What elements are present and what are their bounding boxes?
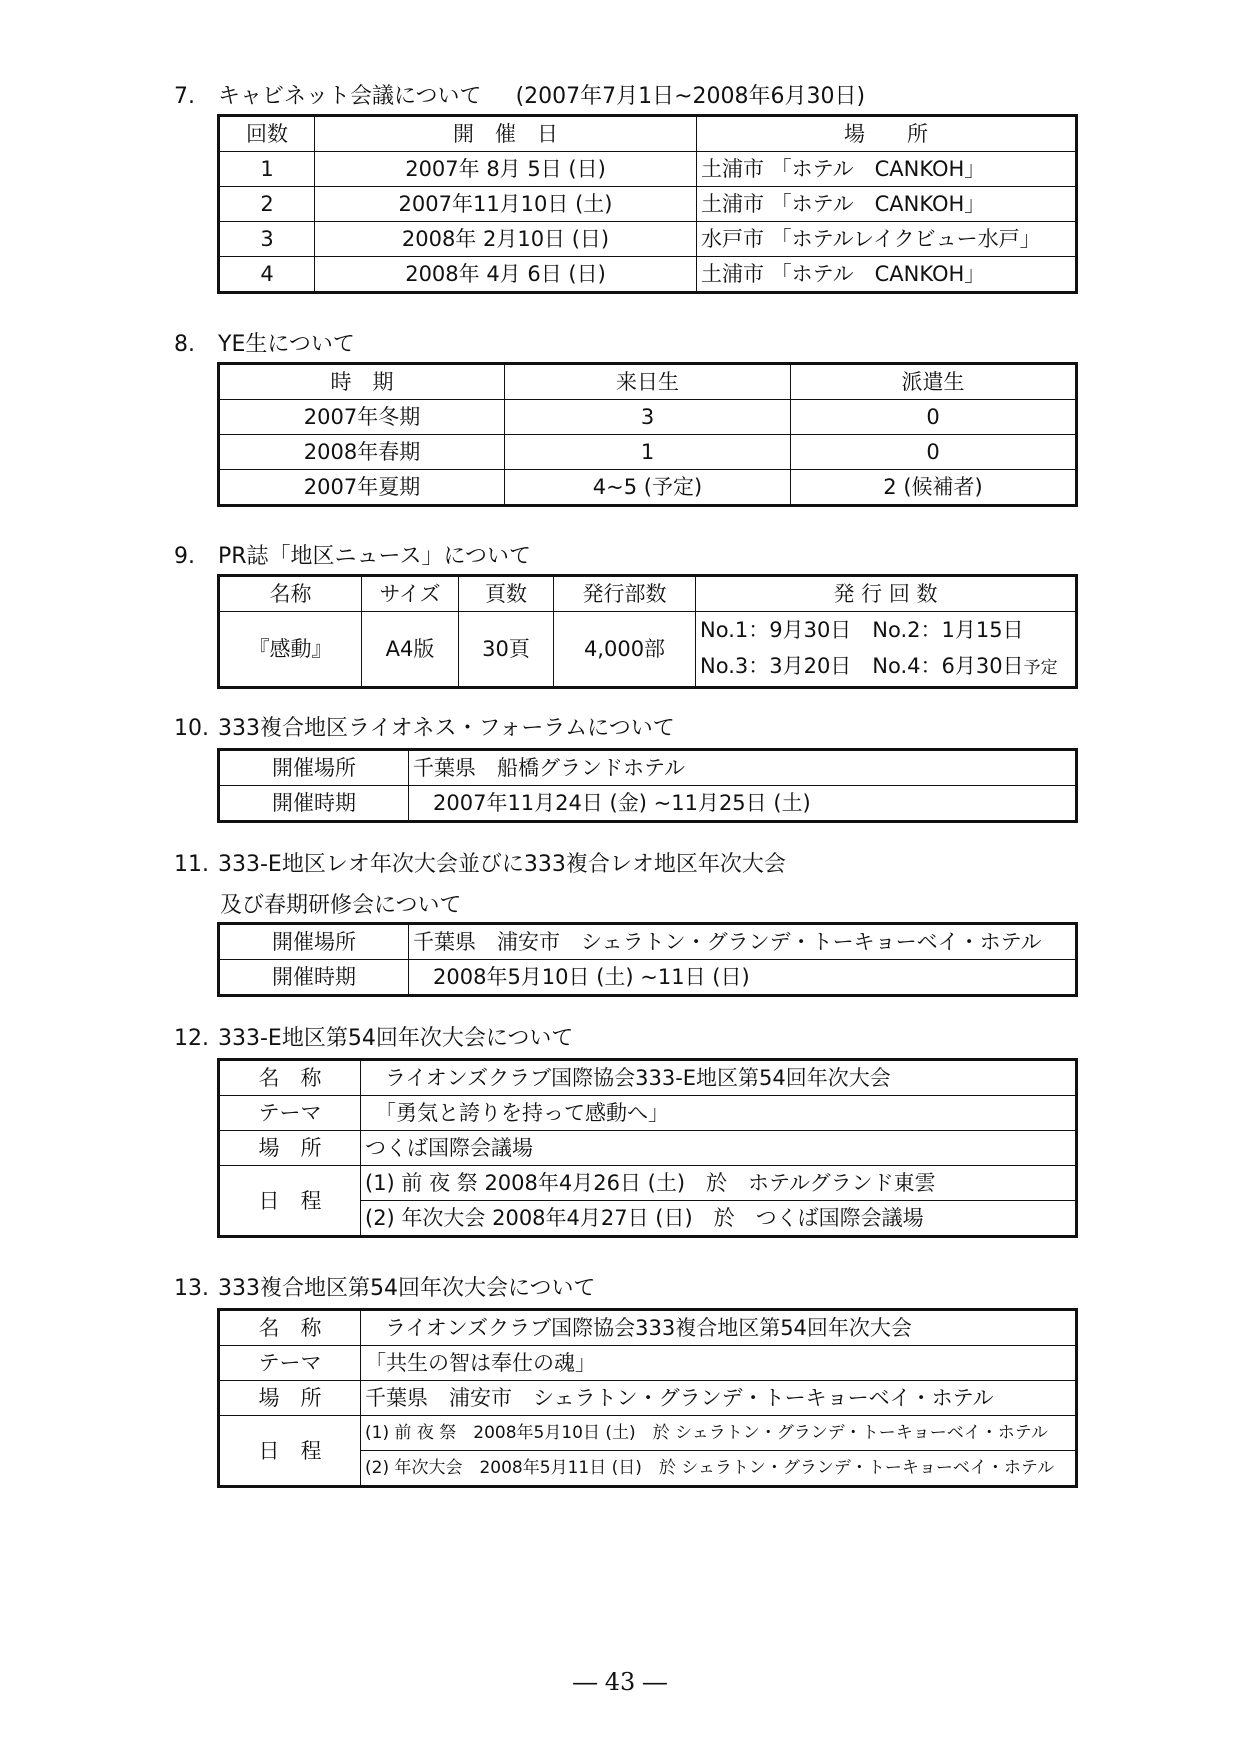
section-9-heading <box>174 542 531 572</box>
table-row <box>219 750 1077 786</box>
label-cell: 名 称 <box>219 1310 361 1346</box>
section-title: キャビネット会議について <box>218 84 482 109</box>
district-convention-table <box>217 1058 1078 1238</box>
section-title: 333-E地区第54回年次大会について <box>218 1026 574 1051</box>
section-title: 333複合地区第54回年次大会について <box>218 1276 596 1301</box>
section-number: 10. <box>174 716 209 741</box>
label-cell: テーマ <box>219 1096 361 1131</box>
table-header-row <box>219 364 1077 400</box>
table-row <box>219 1131 1077 1166</box>
table-row <box>219 222 1077 257</box>
schedule-cell: (2) 年次大会 2008年5月11日 (日) 於 シェラトン・グランデ・トーキョーベイ・ホテル <box>361 1451 1077 1487</box>
place-cell: 土浦市 「ホテル CANKOH」 <box>697 152 1077 187</box>
header-cell: 派遣生 <box>791 364 1077 400</box>
table-header-row <box>219 116 1077 152</box>
header-cell: 開 催 日 <box>315 116 697 152</box>
label-cell: テーマ <box>219 1346 361 1381</box>
place-cell: 土浦市 「ホテル CANKOH」 <box>697 257 1077 293</box>
count-cell: 2 <box>219 187 315 222</box>
header-cell: 名称 <box>219 576 362 612</box>
leo-convention-table <box>217 922 1078 997</box>
label-cell: 開催場所 <box>219 750 409 786</box>
header-cell: 来日生 <box>505 364 791 400</box>
section-11-title-continuation: 及び春期研修会について <box>220 893 462 918</box>
table-row <box>219 1346 1077 1381</box>
table-header-row <box>219 576 1077 612</box>
section-10-heading <box>174 714 675 744</box>
place-cell: 水戸市 「ホテルレイクビュー水戸」 <box>697 222 1077 257</box>
issue-dates-cell <box>696 612 1077 688</box>
section-number: 13. <box>174 1276 209 1301</box>
table-row <box>219 1310 1077 1346</box>
section-number: 11. <box>174 852 209 877</box>
page-number: ― 43 ― <box>573 1668 667 1696</box>
table-row <box>219 187 1077 222</box>
header-cell: 回数 <box>219 116 315 152</box>
period-cell: 2008年春期 <box>219 435 505 470</box>
schedule-cell: (1) 前 夜 祭 2008年5月10日 (土) 於 シェラトン・グランデ・トーキョーベイ・ホテル <box>361 1416 1077 1451</box>
table-row <box>219 257 1077 293</box>
value-cell: つくば国際会議場 <box>361 1131 1077 1166</box>
incoming-cell: 3 <box>505 400 791 435</box>
table-row <box>219 1416 1077 1451</box>
section-13-heading <box>174 1274 596 1304</box>
table-row <box>219 786 1077 822</box>
value-cell: 「勇気と誇りを持って感動へ」 <box>361 1096 1077 1131</box>
value-cell: 千葉県 浦安市 シェラトン・グランデ・トーキョーベイ・ホテル <box>409 924 1077 960</box>
incoming-cell: 1 <box>505 435 791 470</box>
copies-cell: 4,000部 <box>554 612 696 688</box>
header-cell: 場 所 <box>697 116 1077 152</box>
section-title: YE生について <box>218 332 355 357</box>
value-cell: ライオンズクラブ国際協会333-E地区第54回年次大会 <box>361 1060 1077 1096</box>
date-cell: 2007年 8月 5日 (日) <box>315 152 697 187</box>
cabinet-meetings-table <box>217 114 1078 294</box>
header-cell: 時 期 <box>219 364 505 400</box>
table-row <box>219 1060 1077 1096</box>
header-cell: 発 行 回 数 <box>696 576 1077 612</box>
issue-line <box>700 648 1071 686</box>
place-cell: 土浦市 「ホテル CANKOH」 <box>697 187 1077 222</box>
issue-planned-note: 予定 <box>1023 658 1058 678</box>
value-cell: 千葉県 船橋グランドホテル <box>409 750 1077 786</box>
section-12-heading <box>174 1024 573 1054</box>
date-cell: 2007年11月10日 (土) <box>315 187 697 222</box>
issue-line-text: No.3：3月20日 No.4：6月30日 <box>700 654 1024 678</box>
size-cell: A4版 <box>362 612 459 688</box>
ye-students-table <box>217 362 1078 507</box>
count-cell: 1 <box>219 152 315 187</box>
value-cell: 2007年11月24日 (金) ~11月25日 (土) <box>409 786 1077 822</box>
section-number: 12. <box>174 1026 209 1051</box>
incoming-cell: 4~5 (予定) <box>505 470 791 506</box>
label-cell: 日 程 <box>219 1416 361 1487</box>
section-number: 9. <box>174 544 195 569</box>
value-cell: 「共生の智は奉仕の魂」 <box>361 1346 1077 1381</box>
section-8-heading <box>174 330 355 360</box>
count-cell: 4 <box>219 257 315 293</box>
value-cell: 2008年5月10日 (土) ~11日 (日) <box>409 960 1077 996</box>
date-cell: 2008年 4月 6日 (日) <box>315 257 697 293</box>
section-number: 7. <box>174 84 195 109</box>
section-7-heading <box>174 82 865 112</box>
value-cell: 千葉県 浦安市 シェラトン・グランデ・トーキョーベイ・ホテル <box>361 1381 1077 1416</box>
date-cell: 2008年 2月10日 (日) <box>315 222 697 257</box>
section-title: 333-E地区レオ年次大会並びに333複合レオ地区年次大会 <box>218 852 786 877</box>
schedule-cell: (2) 年次大会 2008年4月27日 (日) 於 つくば国際会議場 <box>361 1201 1077 1237</box>
table-row <box>219 400 1077 435</box>
table-row <box>219 612 1077 688</box>
period-cell: 2007年夏期 <box>219 470 505 506</box>
table-row <box>219 924 1077 960</box>
multiple-district-convention-table <box>217 1308 1078 1488</box>
table-row <box>219 1381 1077 1416</box>
header-cell: 発行部数 <box>554 576 696 612</box>
header-cell: 頁数 <box>459 576 554 612</box>
table-row <box>219 435 1077 470</box>
label-cell: 場 所 <box>219 1131 361 1166</box>
label-cell: 開催時期 <box>219 960 409 996</box>
schedule-cell: (1) 前 夜 祭 2008年4月26日 (土) 於 ホテルグランド東雲 <box>361 1166 1077 1201</box>
table-row <box>219 960 1077 996</box>
value-cell: ライオンズクラブ国際協会333複合地区第54回年次大会 <box>361 1310 1077 1346</box>
section-title: PR誌「地区ニュース」について <box>218 544 532 569</box>
count-cell: 3 <box>219 222 315 257</box>
label-cell: 開催時期 <box>219 786 409 822</box>
table-row <box>219 1166 1077 1201</box>
period-cell: 2007年冬期 <box>219 400 505 435</box>
label-cell: 開催場所 <box>219 924 409 960</box>
outgoing-cell: 2 (候補者) <box>791 470 1077 506</box>
section-11-heading <box>174 850 786 880</box>
label-cell: 日 程 <box>219 1166 361 1237</box>
outgoing-cell: 0 <box>791 435 1077 470</box>
section-subtitle: (2007年7月1日~2008年6月30日) <box>515 84 866 109</box>
lioness-forum-table <box>217 748 1078 823</box>
table-row <box>219 152 1077 187</box>
section-number: 8. <box>174 332 195 357</box>
table-row <box>219 470 1077 506</box>
pages-cell: 30頁 <box>459 612 554 688</box>
outgoing-cell: 0 <box>791 400 1077 435</box>
magazine-name-cell: 『感動』 <box>219 612 362 688</box>
section-title: 333複合地区ライオネス・フォーラムについて <box>218 716 675 741</box>
header-cell: サイズ <box>362 576 459 612</box>
issue-line: No.1：9月30日 No.2：1月15日 <box>700 618 1024 642</box>
label-cell: 場 所 <box>219 1381 361 1416</box>
label-cell: 名 称 <box>219 1060 361 1096</box>
pr-magazine-table <box>217 574 1078 689</box>
table-row <box>219 1096 1077 1131</box>
